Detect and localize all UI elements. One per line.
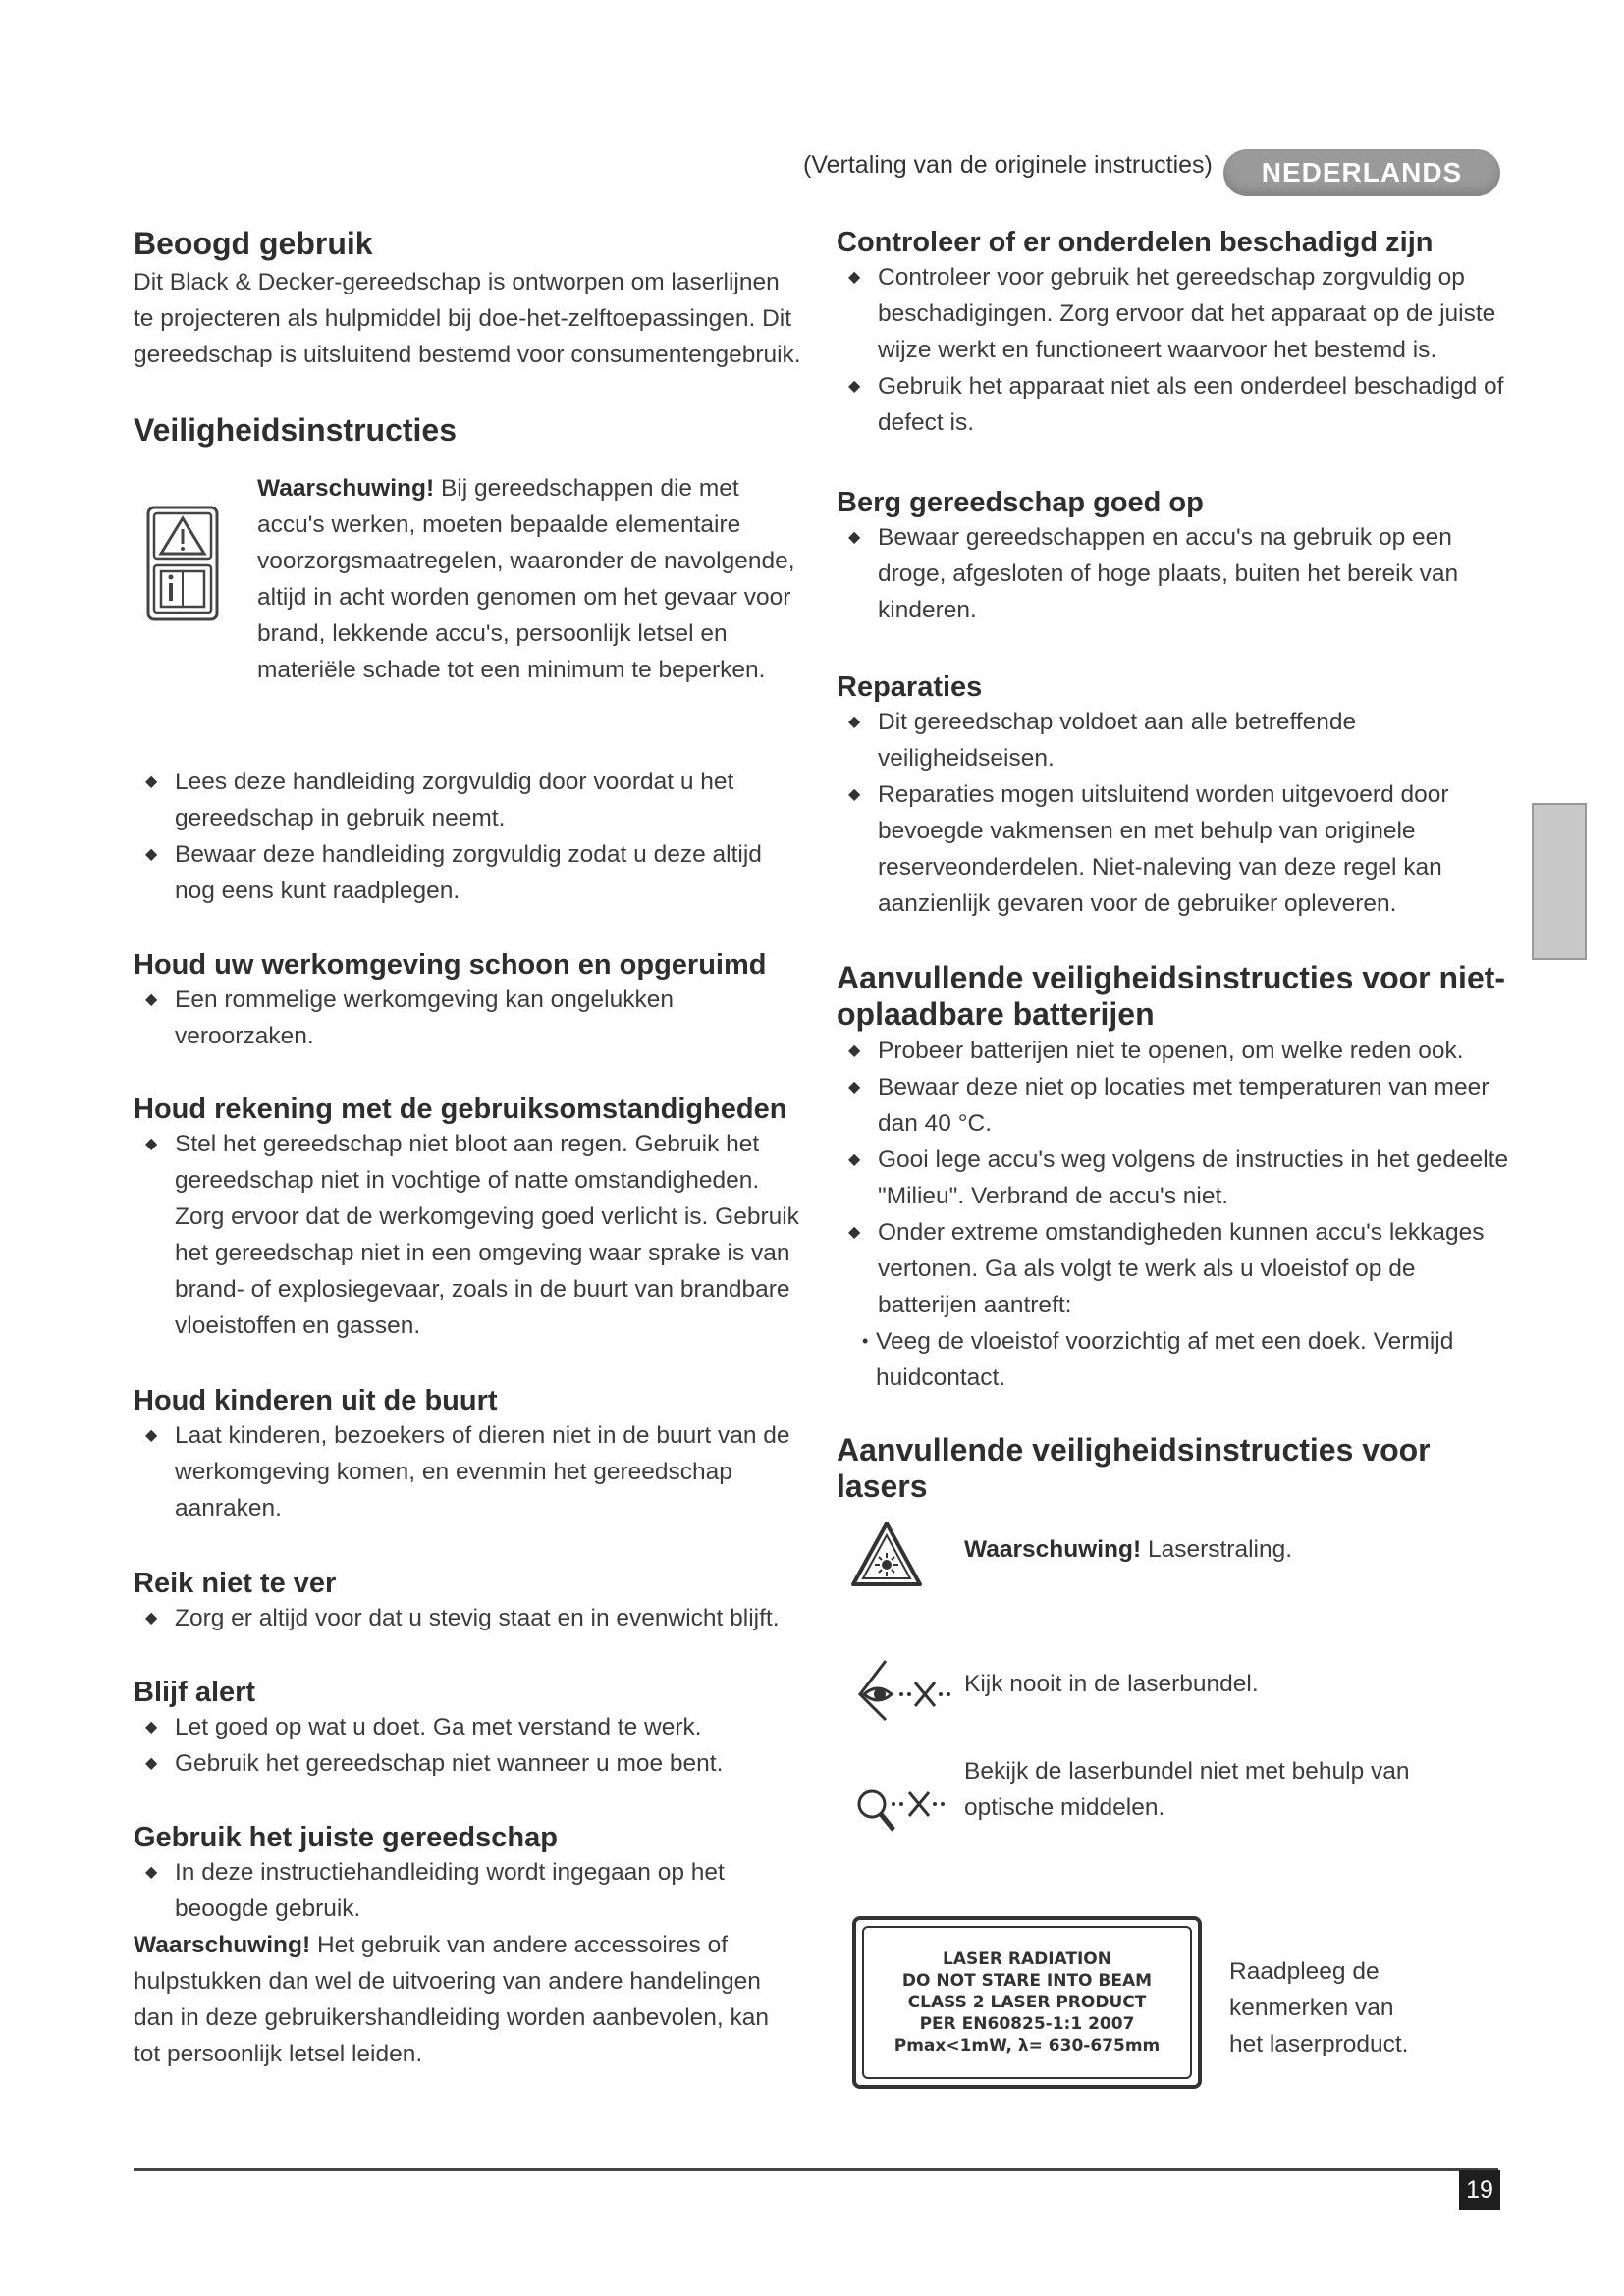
- warning-label: Waarschuwing!: [257, 475, 435, 502]
- no-stare-label: Kijk nooit in de laserbundel.: [964, 1671, 1259, 1697]
- no-optics-text: [964, 1753, 1455, 1826]
- language-badge: NEDERLANDS: [1223, 149, 1500, 196]
- diamond-bullet-icon: ◆: [145, 1610, 158, 1627]
- section-title: Aanvullende veiligheidsinstructies voor niet-oplaadbare batterijen: [837, 960, 1506, 1032]
- section-title: Reik niet te ver: [134, 1568, 337, 1599]
- section-reach: [134, 1567, 801, 1636]
- list-item: ◆ Gebruik het gereedschap niet wanneer u moe bent.: [134, 1745, 801, 1782]
- label-line: Pmax<1mW, λ= 630-675mm: [893, 2036, 1161, 2056]
- diamond-bullet-icon: ◆: [848, 529, 861, 546]
- diamond-bullet-icon: ◆: [145, 774, 158, 790]
- diamond-bullet-icon: ◆: [145, 1864, 158, 1881]
- list-item: ◆ Dit gereedschap voldoet aan alle betreffende veiligheidseisen.: [837, 704, 1514, 776]
- section-children: [134, 1384, 801, 1526]
- list-item: ◆ Stel het gereedschap niet bloot aan regen. Gebruik het gereedschap niet in vochtige of natte omstandigheden. Zorg ervoor dat de werkomgeving goed verlicht is. Gebruik het gereedschap niet in een omgeving waar sprake is van brand- of explosiegevaar, zoals in de buurt van brandbare vloeistoffen en gassen.: [134, 1126, 801, 1344]
- laser-product-label: [852, 1916, 1202, 2089]
- consult-text: Raadpleeg de kenmerken van het laserproduct.: [1229, 1958, 1409, 2057]
- section-title: Beoogd gebruik: [134, 226, 373, 261]
- section-storage: [837, 486, 1514, 628]
- consult-note: [1229, 1953, 1426, 2062]
- list-item: ◆ Onder extreme omstandigheden kunnen accu's lekkages vertonen. Ga als volgt te werk als u vloeistof op de batterijen aantreft:: [837, 1214, 1514, 1323]
- list-item: ◆ Zorg er altijd voor dat u stevig staat en in evenwicht blijft.: [134, 1600, 801, 1636]
- list-item: ◆ Laat kinderen, bezoekers of dieren niet in de buurt van de werkomgeving komen, en evenmin het gereedschap aanraken.: [134, 1417, 801, 1526]
- section-title: Aanvullende veiligheidsinstructies voor lasers: [837, 1432, 1431, 1504]
- section-title: Reparaties: [837, 671, 983, 703]
- list-item: ◆ Bewaar gereedschappen en accu's na gebruik op een droge, afgesloten of hoge plaats, buiten het bereik van kinderen.: [837, 519, 1514, 628]
- section-lasers: [837, 1432, 1514, 1505]
- warning-text: Bij gereedschappen die met accu's werken, moeten bepaalde elementaire voorzorgsmaatregelen, waaronder de navolgende, altijd in acht worden genomen om het gevaar voor brand, lekkende accu's, persoonlijk letsel en materiële schade tot een minimum te beperken.: [257, 475, 795, 683]
- safety-warning: [257, 470, 801, 688]
- eye-no-stare-icon: [850, 1657, 958, 1726]
- chapter-tab: [1532, 803, 1587, 960]
- section-conditions: [134, 1093, 801, 1344]
- list-item: ◆ Bewaar deze handleiding zorgvuldig zodat u deze altijd nog eens kunt raadplegen.: [134, 836, 801, 909]
- label-line: PER EN60825-1:1 2007: [919, 2014, 1135, 2034]
- diamond-bullet-icon: ◆: [145, 1755, 158, 1772]
- laser-warning-text: [964, 1531, 1514, 1568]
- label-line: DO NOT STARE INTO BEAM: [901, 1971, 1153, 1991]
- diamond-bullet-icon: ◆: [848, 378, 861, 395]
- diamond-bullet-icon: ◆: [848, 1224, 861, 1241]
- diamond-bullet-icon: ◆: [145, 1136, 158, 1152]
- diamond-bullet-icon: ◆: [145, 1719, 158, 1735]
- list-item: ◆ In deze instructiehandleiding wordt ingegaan op het beoogde gebruik.: [134, 1854, 801, 1927]
- warning-label: Waarschuwing!: [964, 1536, 1142, 1563]
- read-manual-warning-icon: [145, 505, 220, 622]
- label-line: CLASS 2 LASER PRODUCT: [907, 1993, 1147, 2012]
- section-title: Controleer of er onderdelen beschadigd zijn: [837, 227, 1434, 258]
- section-text: Dit Black & Decker-gereedschap is ontworpen om laserlijnen te projecteren als hulpmiddel bij doe-het-zelftoepassingen. Dit gereedschap is uitsluitend bestemd voor consumentengebruik.: [134, 269, 801, 368]
- translation-note: (Vertaling van de originele instructies): [803, 151, 1213, 179]
- list-subitem: • Veeg de vloeistof voorzichtig af met een doek. Vermijd huidcontact.: [837, 1323, 1514, 1396]
- diamond-bullet-icon: ◆: [848, 1079, 861, 1095]
- section-intended-use: [134, 226, 801, 373]
- section-right-tool: [134, 1821, 801, 2072]
- no-optics-label: Bekijk de laserbundel niet met behulp van optische middelen.: [964, 1758, 1410, 1821]
- list-item: ◆ Reparaties mogen uitsluitend worden uitgevoerd door bevoegde vakmensen en met behulp van originele reserveonderdelen. Niet-naleving van deze regel kan aanzienlijk gevaren voor de gebruiker opleveren.: [837, 776, 1514, 922]
- section-title: Houd rekening met de gebruiksomstandigheden: [134, 1094, 787, 1125]
- list-item: ◆ Lees deze handleiding zorgvuldig door voordat u het gereedschap in gebruik neemt.: [134, 764, 801, 836]
- section-title: Berg gereedschap goed op: [837, 487, 1204, 518]
- section-title: Gebruik het juiste gereedschap: [134, 1822, 558, 1853]
- diamond-bullet-icon: ◆: [848, 269, 861, 286]
- diamond-bullet-icon: ◆: [848, 714, 861, 730]
- section-safety: [134, 412, 801, 449]
- section-batteries: [837, 960, 1514, 1396]
- section-alert: [134, 1676, 801, 1782]
- section-title: Houd uw werkomgeving schoon en opgeruimd: [134, 949, 767, 981]
- list-item: ◆ Let goed op wat u doet. Ga met verstand te werk.: [134, 1709, 801, 1745]
- list-item: ◆ Probeer batterijen niet te openen, om welke reden ook.: [837, 1033, 1514, 1069]
- list-item: ◆ Gebruik het apparaat niet als een onderdeel beschadigd of defect is.: [837, 368, 1514, 441]
- diamond-bullet-icon: ◆: [145, 1427, 158, 1444]
- diamond-bullet-icon: ◆: [848, 1042, 861, 1059]
- laser-warning-icon: [850, 1520, 923, 1588]
- section-damaged: [837, 226, 1514, 441]
- no-stare-text: [964, 1666, 1514, 1702]
- safety-list: [134, 764, 801, 909]
- dot-bullet-icon: •: [862, 1331, 869, 1351]
- list-item: ◆ Een rommelige werkomgeving kan ongelukken veroorzaken.: [134, 982, 801, 1054]
- section-repairs: [837, 670, 1514, 922]
- warning-label: Waarschuwing!: [134, 1932, 311, 1958]
- list-item: ◆ Bewaar deze niet op locaties met temperaturen van meer dan 40 °C.: [837, 1069, 1514, 1142]
- diamond-bullet-icon: ◆: [848, 1151, 861, 1168]
- section-title: Veiligheidsinstructies: [134, 412, 457, 448]
- warning-text: Het gebruik van andere accessoires of hulpstukken dan wel de uitvoering van andere handelingen dan in deze gebruikershandleiding worden aanbevolen, kan tot persoonlijk letsel leiden.: [134, 1932, 770, 2067]
- diamond-bullet-icon: ◆: [145, 991, 158, 1008]
- section-title: Blijf alert: [134, 1677, 256, 1708]
- list-item: ◆ Gooi lege accu's weg volgens de instructies in het gedeelte "Milieu". Verbrand de accu's niet.: [837, 1142, 1514, 1214]
- section-workplace: [134, 948, 801, 1054]
- section-title: Houd kinderen uit de buurt: [134, 1385, 498, 1416]
- label-line: LASER RADIATION: [943, 1949, 1111, 1969]
- magnifier-no-optics-icon: [850, 1777, 958, 1845]
- diamond-bullet-icon: ◆: [848, 786, 861, 803]
- diamond-bullet-icon: ◆: [145, 846, 158, 863]
- warning-text: Laserstraling.: [1141, 1536, 1293, 1563]
- page-number: 19: [1459, 2170, 1500, 2210]
- footer-rule: [134, 2168, 1498, 2171]
- list-item: ◆ Controleer voor gebruik het gereedschap zorgvuldig op beschadigingen. Zorg ervoor dat het apparaat op de juiste wijze werkt en functioneert waarvoor het bestemd is.: [837, 259, 1514, 368]
